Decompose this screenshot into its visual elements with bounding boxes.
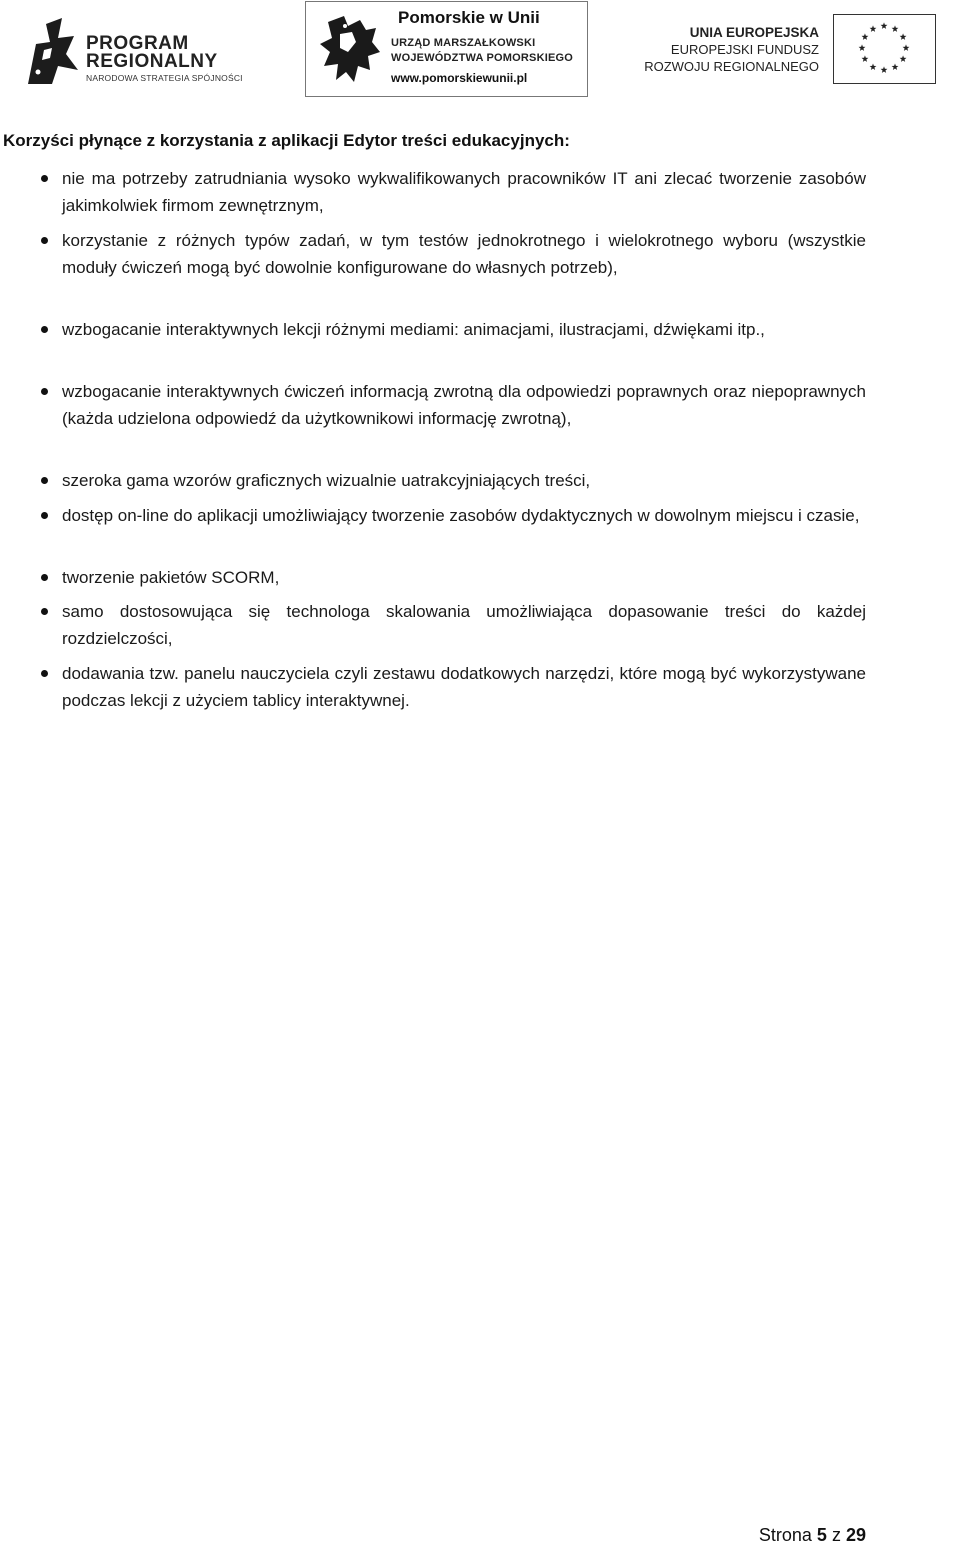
bullet-icon [41, 670, 48, 677]
list-item-text: korzystanie z różnych typów zadań, w tym testów jednokrotnego i wielokrotnego wyboru (wszystkie moduły ćwiczeń mogą być dowolnie konfigurowane do własnych potrzeb), [62, 231, 866, 277]
griffin-icon [314, 12, 386, 86]
eu-star-icon [881, 22, 888, 29]
bullet-icon [41, 512, 48, 519]
page-separator: z [831, 1525, 841, 1545]
bullet-icon [41, 326, 48, 333]
eu-star-icon [862, 55, 869, 62]
ue-text-block [644, 24, 819, 75]
pomorskie-title: Pomorskie w Unii [398, 8, 540, 27]
eu-star-icon [870, 63, 877, 70]
list-item-text: tworzenie pakietów SCORM, [62, 568, 280, 587]
ue-title: UNIA EUROPEJSKA [689, 25, 819, 40]
section-heading: Korzyści płynące z korzystania z aplikacji Edytor treści edukacyjnych: [3, 131, 570, 150]
list-item [62, 227, 866, 281]
bullet-icon [41, 175, 48, 182]
ue-regional-label: ROZWOJU REGIONALNEGO [644, 59, 819, 74]
list-item-text: wzbogacanie interaktywnych ćwiczeń informacją zwrotną dla odpowiedzi poprawnych oraz niepoprawnych (każda udzielona odpowiedź da użytkownikowi informację zwrotną), [62, 382, 866, 428]
list-item-text: dostęp on-line do aplikacji umożliwiający tworzenie zasobów dydaktycznych w dowolnym miejscu i czasie, [62, 506, 860, 525]
eu-star-icon [892, 63, 899, 70]
page-number [759, 1525, 866, 1546]
bullet-icon [41, 477, 48, 484]
list-item [62, 165, 866, 219]
eu-star-icon [881, 66, 888, 73]
list-item [62, 564, 866, 591]
program-regionalny-emblem-icon [22, 14, 82, 86]
eu-star-icon [900, 55, 907, 62]
list-item-text: nie ma potrzeby zatrudniania wysoko wykwalifikowanych pracowników IT ani zlecać tworzenie zasobów jakimkolwiek firmom zewnętrznym, [62, 169, 866, 215]
list-item-text: dodawania tzw. panelu nauczyciela czyli zestawu dodatkowych narzędzi, które mogą być wykorzystywane podczas lekcji z użyciem tablicy interaktywnej. [62, 664, 866, 710]
pomorskie-url: www.pomorskiewunii.pl [391, 71, 528, 85]
eu-star-icon [900, 33, 907, 40]
ue-fund-label: EUROPEJSKI FUNDUSZ [670, 42, 819, 57]
wojewodztwo-label: WOJEWÓDZTWA POMORSKIEGO [391, 52, 574, 64]
page-prefix: Strona [758, 1525, 812, 1545]
current-page: 5 [816, 1525, 827, 1545]
total-pages: 29 [845, 1525, 866, 1545]
list-item [62, 598, 866, 652]
eu-star-icon [892, 25, 899, 32]
bullet-icon [41, 608, 48, 615]
list-item-text: samo dostosowująca się technologa skalowania umożliwiająca dopasowanie treści do każdej rozdzielczości, [62, 602, 866, 648]
eu-star-icon [859, 44, 866, 51]
program-regionalny-logo [22, 14, 252, 86]
program-label: PROGRAM [86, 33, 189, 54]
eu-flag-logo [833, 14, 936, 84]
bullet-icon [41, 237, 48, 244]
pomorskie-w-unii-logo [305, 1, 588, 97]
list-item [62, 467, 866, 494]
eu-star-icon [870, 25, 877, 32]
eu-star-icon [862, 33, 869, 40]
list-item [62, 316, 866, 343]
page-header [0, 0, 960, 104]
list-item-text: wzbogacanie interaktywnych lekcji różnymi mediami: animacjami, ilustracjami, dźwiękami itp., [62, 320, 765, 339]
list-item-text: szeroka gama wzorów graficznych wizualnie uatrakcyjniających treści, [62, 471, 591, 490]
list-item [62, 502, 866, 529]
urzad-label: URZĄD MARSZAŁKOWSKI [391, 37, 536, 49]
bullet-icon [41, 388, 48, 395]
eu-stars-icon [834, 15, 934, 82]
list-item [62, 660, 866, 714]
eu-star-icon [903, 44, 910, 51]
strategia-label: NARODOWA STRATEGIA SPÓJNOŚCI [86, 73, 243, 83]
bullet-icon [41, 574, 48, 581]
list-item [62, 378, 866, 432]
regionalny-label: REGIONALNY [86, 51, 218, 72]
